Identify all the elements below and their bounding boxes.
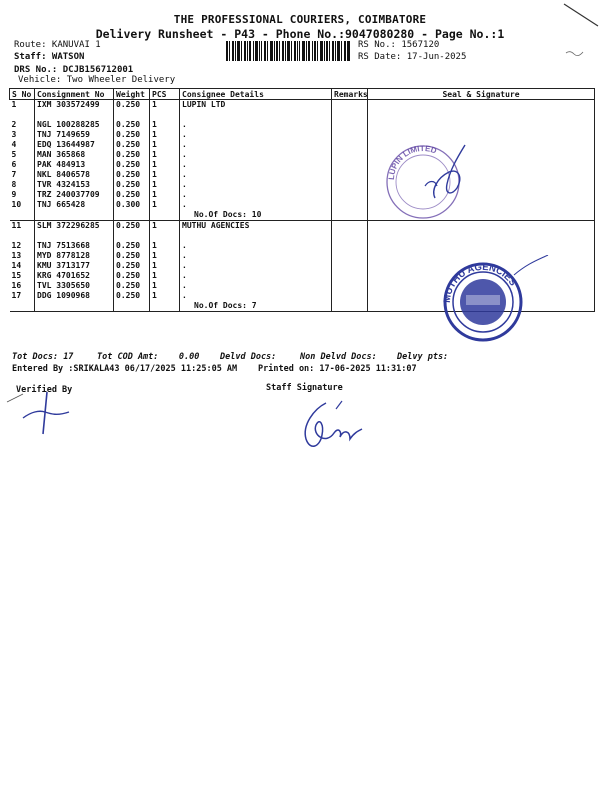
- printed-on: Printed on: 17-06-2025 11:31:07: [258, 364, 417, 374]
- table-row: 11 SLM 372296285 0.250 1 MUTHU AGENCIES: [10, 221, 595, 232]
- delivered-docs: Delvd Docs:: [220, 352, 277, 362]
- group-docs-count: No.Of Docs: 10: [180, 210, 332, 221]
- muthu-stamp: [436, 255, 556, 345]
- table-row: 4 EDQ 13644987 0.250 1 .: [10, 140, 595, 150]
- total-cod: Tot COD Amt: 0.00: [97, 352, 200, 362]
- entered-by: Entered By :SRIKALA43 06/17/2025 11:25:05 AM: [12, 364, 238, 374]
- barcode: [226, 41, 350, 61]
- svg-text:MUTHU AGENCIES: MUTHU AGENCIES: [441, 261, 519, 304]
- rs-number: RS No.: 1567120: [358, 40, 440, 50]
- cell-consignee: MUTHU AGENCIES: [180, 221, 332, 232]
- cell-sno: 1: [11, 100, 17, 109]
- margin-pen-mark: [565, 48, 585, 58]
- table-row: 2 NGL 100288285 0.250 1 .: [10, 120, 595, 130]
- table-row: 16 TVL 3305650 0.250 1 .: [10, 281, 595, 291]
- table-row: 7 NKL 8406578 0.250 1 .: [10, 170, 595, 180]
- table-header-row: [10, 89, 595, 100]
- svg-text:LUPIN LIMITED: LUPIN LIMITED: [386, 143, 438, 181]
- table-row: 8 TVR 4324153 0.250 1 .: [10, 180, 595, 190]
- group-docs-count: No.Of Docs: 7: [180, 301, 332, 312]
- lupin-signature: [405, 140, 485, 220]
- route-label: Route: KANUVAI 1: [14, 40, 101, 50]
- company-title: THE PROFESSIONAL COURIERS, COIMBATORE: [173, 13, 427, 26]
- col-header-pcs: PCS: [150, 89, 180, 100]
- rs-date: RS Date: 17-Jun-2025: [358, 52, 467, 62]
- staff-label: Staff: WATSON: [14, 52, 85, 62]
- cell-pcs: 1: [150, 100, 180, 111]
- cell-consignment: IXM 303572499: [35, 100, 114, 111]
- drs-number: DRS No.: DCJB156712001: [14, 65, 134, 75]
- col-header-seal: Seal & Signature: [368, 89, 595, 100]
- non-delivered-docs: Non Delvd Docs:: [300, 352, 377, 362]
- group-docs-row: [10, 210, 595, 221]
- verified-by-signature: [5, 382, 85, 442]
- table-gap-row: [10, 231, 595, 241]
- table-row: 13 MYD 8778128 0.250 1 .: [10, 251, 595, 261]
- staff-signature-label: Staff Signature: [266, 383, 343, 393]
- col-header-consignment: Consignment No: [35, 89, 114, 100]
- table-row: 9 TRZ 240037709 0.250 1 .: [10, 190, 595, 200]
- table-gap-row: [10, 110, 595, 120]
- col-header-consignee: Consignee Details: [180, 89, 332, 100]
- table-row: 15 KRG 4701652 0.250 1 .: [10, 271, 595, 281]
- cell-seal: [368, 100, 595, 111]
- col-header-weight: Weight: [114, 89, 150, 100]
- table-row: 12 TNJ 7513668 0.250 1 .: [10, 241, 595, 251]
- cell-weight: 0.250: [114, 100, 150, 111]
- staff-signature: [296, 395, 366, 459]
- verified-by-label: Verified By: [16, 385, 73, 395]
- col-header-remarks: Remarks: [332, 89, 368, 100]
- table-row: 3 TNJ 7149659 0.250 1 .: [10, 130, 595, 140]
- runsheet-title: Delivery Runsheet - P43 - Phone No.:9047080280 - Page No.:1: [95, 27, 505, 41]
- table-row: 14 KMU 3713177 0.250 1 .: [10, 261, 595, 271]
- col-header-sno: S No: [10, 89, 35, 100]
- table-row: 5 MAN 365868 0.250 1 .: [10, 150, 595, 160]
- table-row: 17 DDG 1090968 0.250 1 .: [10, 291, 595, 301]
- table-row: 10 TNJ 665428 0.300 1 .: [10, 200, 595, 210]
- delivery-points: Delvy pts:: [397, 352, 449, 362]
- total-docs: Tot Docs: 17: [12, 352, 74, 362]
- cell-consignee: LUPIN LTD: [180, 100, 332, 111]
- vehicle-label: Vehicle: Two Wheeler Delivery: [18, 75, 176, 85]
- table-row: [10, 100, 595, 111]
- cell-remarks: [332, 100, 368, 111]
- table-row: 6 PAK 484913 0.250 1 .: [10, 160, 595, 170]
